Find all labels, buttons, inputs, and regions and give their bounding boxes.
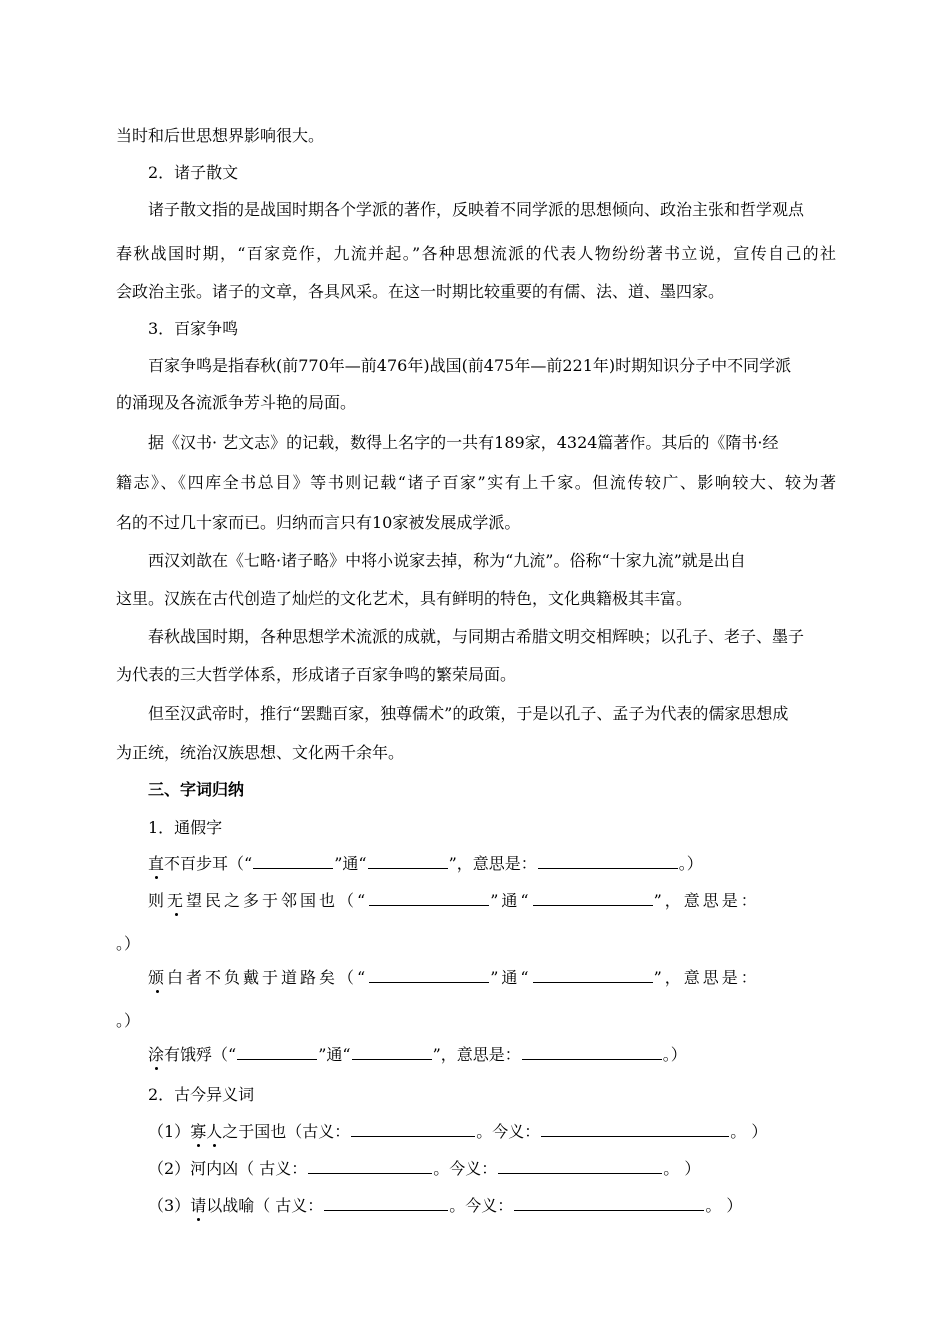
exercise-text: 白者不负戴于道路矣（“ (167, 968, 369, 987)
paragraph-line: 西汉刘歆在《七略·诸子略》中将小说家去掉，称为“九流”。俗称“十家九流”就是出自 (148, 551, 746, 570)
paragraph-line: 春秋战国时期，“百家竞作，九流并起。”各种思想流派的代表人物纷纷著书立说，宣传自己的社 (116, 244, 836, 263)
answer-blank[interactable] (368, 853, 448, 869)
answer-blank[interactable] (533, 967, 653, 983)
paragraph-line: 百家争鸣是指春秋(前770年—前476年)战国(前475年—前221年)时期知识分子中不同学派 (148, 356, 792, 375)
exercise-text: 。今义： (433, 1159, 498, 1178)
exercise-line (148, 890, 836, 911)
exercise-text: 有饿殍（“ (164, 1045, 237, 1064)
exercise-text: 。 ） (663, 1159, 701, 1178)
answer-blank[interactable] (352, 1044, 432, 1060)
exercise-text: （1） (148, 1122, 191, 1141)
paragraph-line: 据《汉书· 艺文志》的记载，数得上名字的一共有189家，4324篇著作。其后的《隋书·经 (148, 433, 779, 452)
exercise-text: ”，意思是： (653, 968, 760, 987)
paragraph-line: 春秋战国时期，各种思想学术流派的成就，与同期古希腊文明交相辉映；以孔子、老子、墨子 (148, 627, 805, 646)
exercise-text: 。 ） (705, 1196, 743, 1215)
paragraph-line: 但至汉武帝时，推行“罢黜百家，独尊儒术”的政策，于是以孔子、孟子为代表的儒家思想成 (148, 704, 789, 723)
exercise-text: 。） (678, 854, 703, 873)
exercise-line (148, 1121, 836, 1142)
marked-char: 寡 (190, 1122, 207, 1141)
subsection-heading: 1．通假字 (148, 818, 223, 837)
paragraph-line: 为代表的三大哲学体系，形成诸子百家争鸣的繁荣局面。 (116, 665, 517, 684)
exercise-line (148, 967, 836, 988)
exercise-continuation: 。） (116, 1011, 141, 1030)
answer-blank[interactable] (541, 1121, 729, 1137)
exercise-text: 。今义： (476, 1122, 541, 1141)
exercise-text: ”通“ (334, 854, 367, 873)
answer-blank[interactable] (498, 1158, 662, 1174)
answer-blank[interactable] (351, 1121, 475, 1137)
paragraph-line: 当时和后世思想界影响很大。 (116, 126, 325, 145)
paragraph-line: 籍志》、《四库全书总目》等书则记载“诸子百家”实有上千家。但流传较广、影响较大、较为著 (116, 473, 836, 492)
paragraph-line: 名的不过几十家而已。归纳而言只有10家被发展成学派。 (116, 513, 521, 532)
exercise-text: 之于国也（ (222, 1122, 303, 1141)
exercise-text: ”，意思是： (432, 1045, 521, 1064)
answer-blank[interactable] (324, 1195, 448, 1211)
subsection-heading: 2．古今异义词 (148, 1085, 255, 1104)
answer-blank[interactable] (522, 1044, 662, 1060)
answer-blank[interactable] (369, 967, 489, 983)
answer-blank[interactable] (253, 853, 333, 869)
answer-blank[interactable] (308, 1158, 432, 1174)
marked-char: 无 (167, 891, 187, 910)
exercise-text: ”，意思是： (448, 854, 537, 873)
answer-blank[interactable] (533, 890, 653, 906)
exercise-text: ”通“ (318, 1045, 351, 1064)
answer-blank[interactable] (369, 890, 489, 906)
exercise-text: 望民之多于邻国也（“ (186, 891, 369, 910)
exercise-text: 。今义： (449, 1196, 514, 1215)
exercise-text: （3） (148, 1196, 191, 1215)
exercise-text: （2）河内凶（ 古义： (148, 1159, 308, 1178)
paragraph-line: 的涌现及各流派争芳斗艳的局面。 (116, 393, 357, 412)
exercise-text: 以战喻（ 古义： (206, 1196, 324, 1215)
marked-char: 颁 (148, 968, 168, 987)
paragraph-line: 诸子散文指的是战国时期各个学派的著作，反映着不同学派的思想倾向、政治主张和哲学观点 (148, 200, 805, 219)
marked-char: 直 (148, 854, 165, 873)
section-heading: 2．诸子散文 (148, 163, 239, 182)
marked-char: 则 (148, 891, 168, 910)
answer-blank[interactable] (514, 1195, 704, 1211)
answer-blank[interactable] (237, 1044, 317, 1060)
exercise-text: 。） (662, 1045, 687, 1064)
exercise-text: 古义： (302, 1122, 351, 1141)
exercise-continuation: 。） (116, 934, 141, 953)
paragraph-line: 会政治主张。诸子的文章，各具风采。在这一时期比较重要的有儒、法、道、墨四家。 (116, 282, 725, 301)
marked-char: 人 (206, 1122, 223, 1141)
exercise-line (148, 853, 836, 874)
section-heading: 3．百家争鸣 (148, 319, 239, 338)
paragraph-line: 为正统，统治汉族思想、文化两千余年。 (116, 743, 405, 762)
exercise-line (148, 1195, 836, 1216)
section-title: 三、字词归纳 (148, 780, 245, 799)
exercise-line (148, 1044, 836, 1065)
exercise-text: 不百步耳（“ (164, 854, 253, 873)
paragraph-line: 这里。汉族在古代创造了灿烂的文化艺术，具有鲜明的特色，文化典籍极其丰富。 (116, 589, 693, 608)
marked-char: 请 (190, 1196, 207, 1215)
exercise-text: ”通“ (490, 891, 532, 910)
exercise-line (148, 1158, 836, 1179)
exercise-text: ”，意思是： (653, 891, 760, 910)
answer-blank[interactable] (538, 853, 678, 869)
marked-char: 涂 (148, 1045, 165, 1064)
exercise-text: ”通“ (490, 968, 532, 987)
exercise-text: 。 ） (730, 1122, 768, 1141)
